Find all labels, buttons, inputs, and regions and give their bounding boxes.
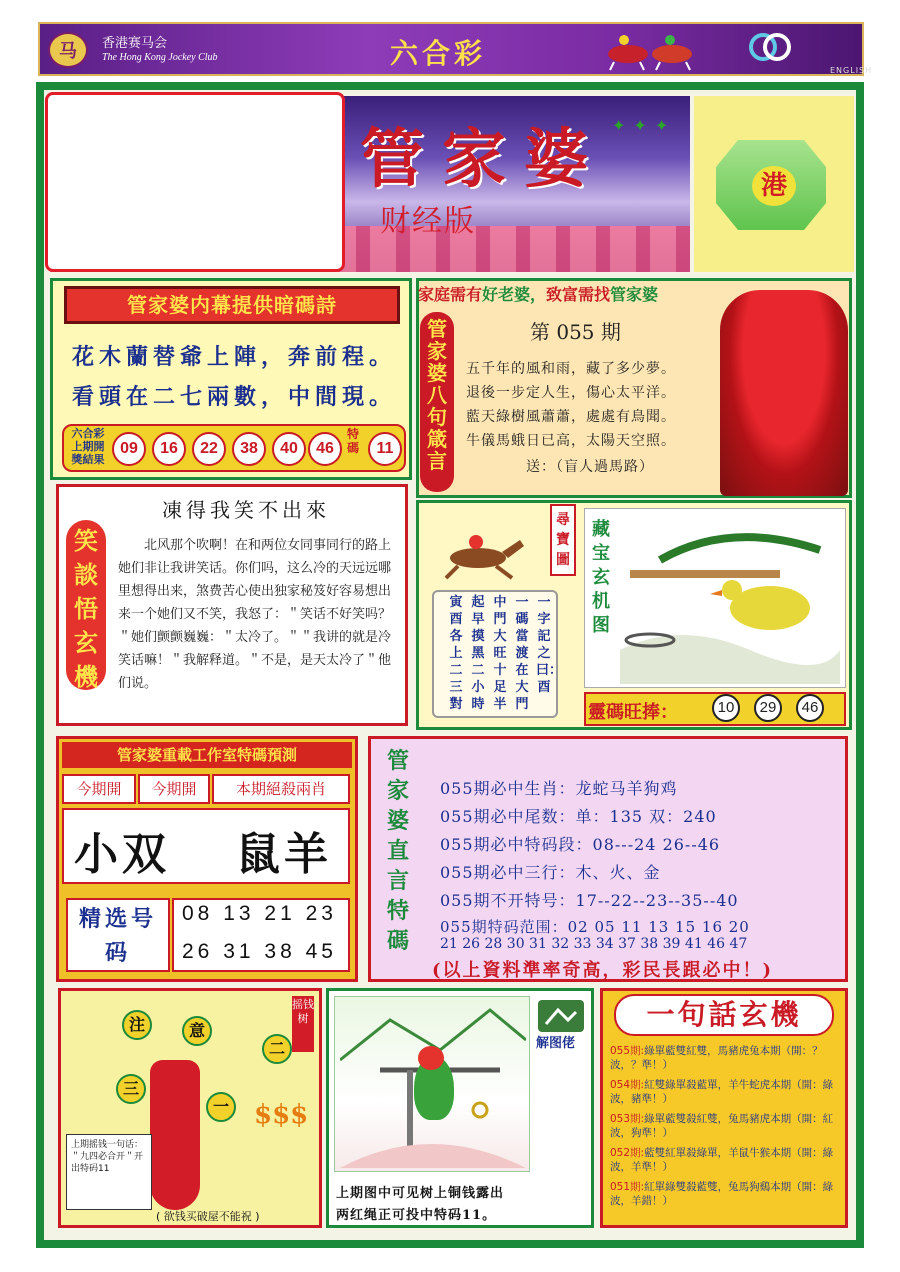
tip-line: 055期特码范围：02 05 11 13 15 16 20 [440,918,750,936]
lantern-char: 港 [752,166,796,206]
joke-title: 凍得我笑不出來 [162,498,330,522]
prediction-killed-zodiac: 鼠羊 [236,829,332,880]
pick-line: 26 31 38 45 [182,940,337,963]
prediction-col: 今期開 [62,774,136,804]
tree-ball: 一 [206,1092,236,1122]
hot-numbers-label: 靈碼旺捧： [588,702,678,723]
joke-side-title: 笑談悟玄機 [66,520,106,690]
result-ball: 16 [152,432,186,466]
scroll-col: 一字記之曰：酉 [536,595,563,695]
treasure-side-label: 尋寶圖 [550,504,576,576]
special-ball: 11 [368,432,402,466]
verse-line: 退後一步定人生，傷心太平洋。 [466,385,676,401]
pick-label: 精选号码 [66,898,170,972]
banner-title: 管家婆 [360,122,606,197]
result-ball: 22 [192,432,226,466]
bird-caption-2: 两红绳正可投中特码11。 [336,1208,497,1223]
club-name-en: The Hong Kong Jockey Club [102,52,218,63]
hot-number-ball: 29 [754,694,782,722]
tip-line: 055期必中尾数：单：135 双：240 [440,807,717,826]
tree-ball: 二 [262,1034,292,1064]
result-ball: 09 [112,432,146,466]
last-result-label: 六合彩 上期開 獎結果 [71,427,105,466]
jockey-horse-icon [432,522,528,580]
riddle-line: 051期:紅單綠雙殺藍雙，兔馬狗鷄本期（開：綠波，羊錯！） [610,1181,834,1207]
header-bar [38,22,873,76]
prediction-col: 本期絕殺兩肖 [212,774,350,804]
result-ball: 40 [272,432,306,466]
prediction-odd-even: 小双 [74,829,170,880]
prediction-header: 管家婆重載工作室特碼預測 [62,742,352,768]
pick-line: 08 13 21 23 [182,902,337,925]
verse-line: 藍天綠樹風蕭蕭，處處有鳥聞。 [466,409,676,425]
treasure-pic-title: 藏宝玄机图 [592,519,610,636]
tree-trunk [150,1060,200,1210]
verse-side-title: 管家婆八句箴言 [420,312,454,492]
verse-sender: 送：（盲人過馬路） [526,459,654,475]
result-ball: 38 [232,432,266,466]
parrot-head [418,1046,444,1070]
verse-line: 牛儀馬蛾日已高，太陽天空照。 [466,433,676,449]
club-name-cn: 香港赛马会 [102,36,168,51]
tips-side-title: 管家婆直言特碼 [386,748,409,954]
scroll-col: 寅酉各上二三對 [449,595,463,712]
jockey-club-logo[interactable]: 马 [48,32,88,68]
mark-six-logo-icon[interactable] [748,32,792,62]
special-label: 特碼 [346,427,359,455]
bird-caption-1: 上期图中可见树上铜钱露出 [336,1186,505,1201]
english-link[interactable]: ENGLISH [830,66,873,75]
riddle-line: 053期:綠單藍雙殺紅雙，兔馬豬虎本期（開：紅波，狗準！） [610,1113,834,1139]
verse-header: 家庭需有好老婆，致富需找管家婆 [418,285,659,304]
money-tree-foot: ( 欲钱买破屋不能祝 ) [156,1210,260,1223]
tip-line: 055期必中三行：木、火、金 [440,863,661,882]
result-ball: 46 [308,432,342,466]
riddle-header: 一句話玄機 [614,994,834,1036]
redacted-box [45,92,345,272]
poem-line-1: 花木蘭替爺上陣，奔前程。 [72,344,397,370]
riddle-line: 052期:藍雙紅單殺綠單，羊鼠牛猴本期（開：綠波，羊準！） [610,1147,834,1173]
riddle-line: 055期:綠單藍雙紅雙，馬豬虎兔本期（開：？波，？準！） [610,1045,823,1071]
scroll-col: 一碼當渡在大門 [515,595,529,712]
tree-ball: 注 [122,1010,152,1040]
tips-note: (以上資料準率奇高，彩民長跟必中！) [432,960,774,981]
issue-number: 第 055 期 [530,320,621,344]
prediction-col: 今期開 [138,774,210,804]
money-tree-note: 上期摇钱一句话：＂九四必合开＂开出特码11 [66,1134,152,1210]
bride-image [720,290,848,496]
tree-ball: 意 [182,1016,212,1046]
tip-line: 055期必中特码段：08---24 26--46 [440,835,721,854]
hot-number-ball: 46 [796,694,824,722]
riddle-line: 054期:紅雙綠單殺藍單，羊牛蛇虎本期（開：綠波，豬準！） [610,1079,834,1105]
banner-edition: 财经版 [380,204,476,239]
hot-number-ball: 10 [712,694,740,722]
poem-header: 管家婆内幕提供暗碼詩 [64,286,400,324]
decoder-label: 解图佬 [536,1036,576,1051]
racing-horses-icon [600,28,710,72]
poem-line-2: 看頭在二七兩數，中間現。 [72,384,397,410]
joke-body: 北风那个吹啊！在和两位女同事同行的路上她们非让我讲笑话。你们吗，这么冷的天远远哪里想得出来，煞费苦心使出独家秘笈好容易想出来一个她们又不笑，我怒了：＂笑话不好笑吗？＂她们颤颤巍巍：＂太冷了。＂＂我讲的就是冷笑话嘛！＂我解释道。＂不是，是天太冷了＂他们说。 [118,538,392,691]
verse-line: 五千年的風和雨，藏了多少夢。 [466,361,676,377]
scroll-col: 起早摸黑二小時 [471,595,485,712]
scroll-col: 中門大旺十足半 [493,595,507,712]
tip-line: 055期必中生肖：龙蛇马羊狗鸡 [440,779,678,798]
lottery-title[interactable]: 六合彩 [390,37,487,70]
tip-line-range: 21 26 28 30 31 32 33 34 37 38 39 41 46 47 [440,936,748,952]
tip-line: 055期不开特号：17--22--23--35--40 [440,891,739,910]
coins-icon: $$$ [254,1100,309,1130]
money-tree-tag: 摇钱树 [292,996,314,1052]
goose-tree-illustration [620,520,840,684]
tree-ball: 三 [116,1074,146,1104]
star-icons: ✦✦✦ [612,116,677,135]
